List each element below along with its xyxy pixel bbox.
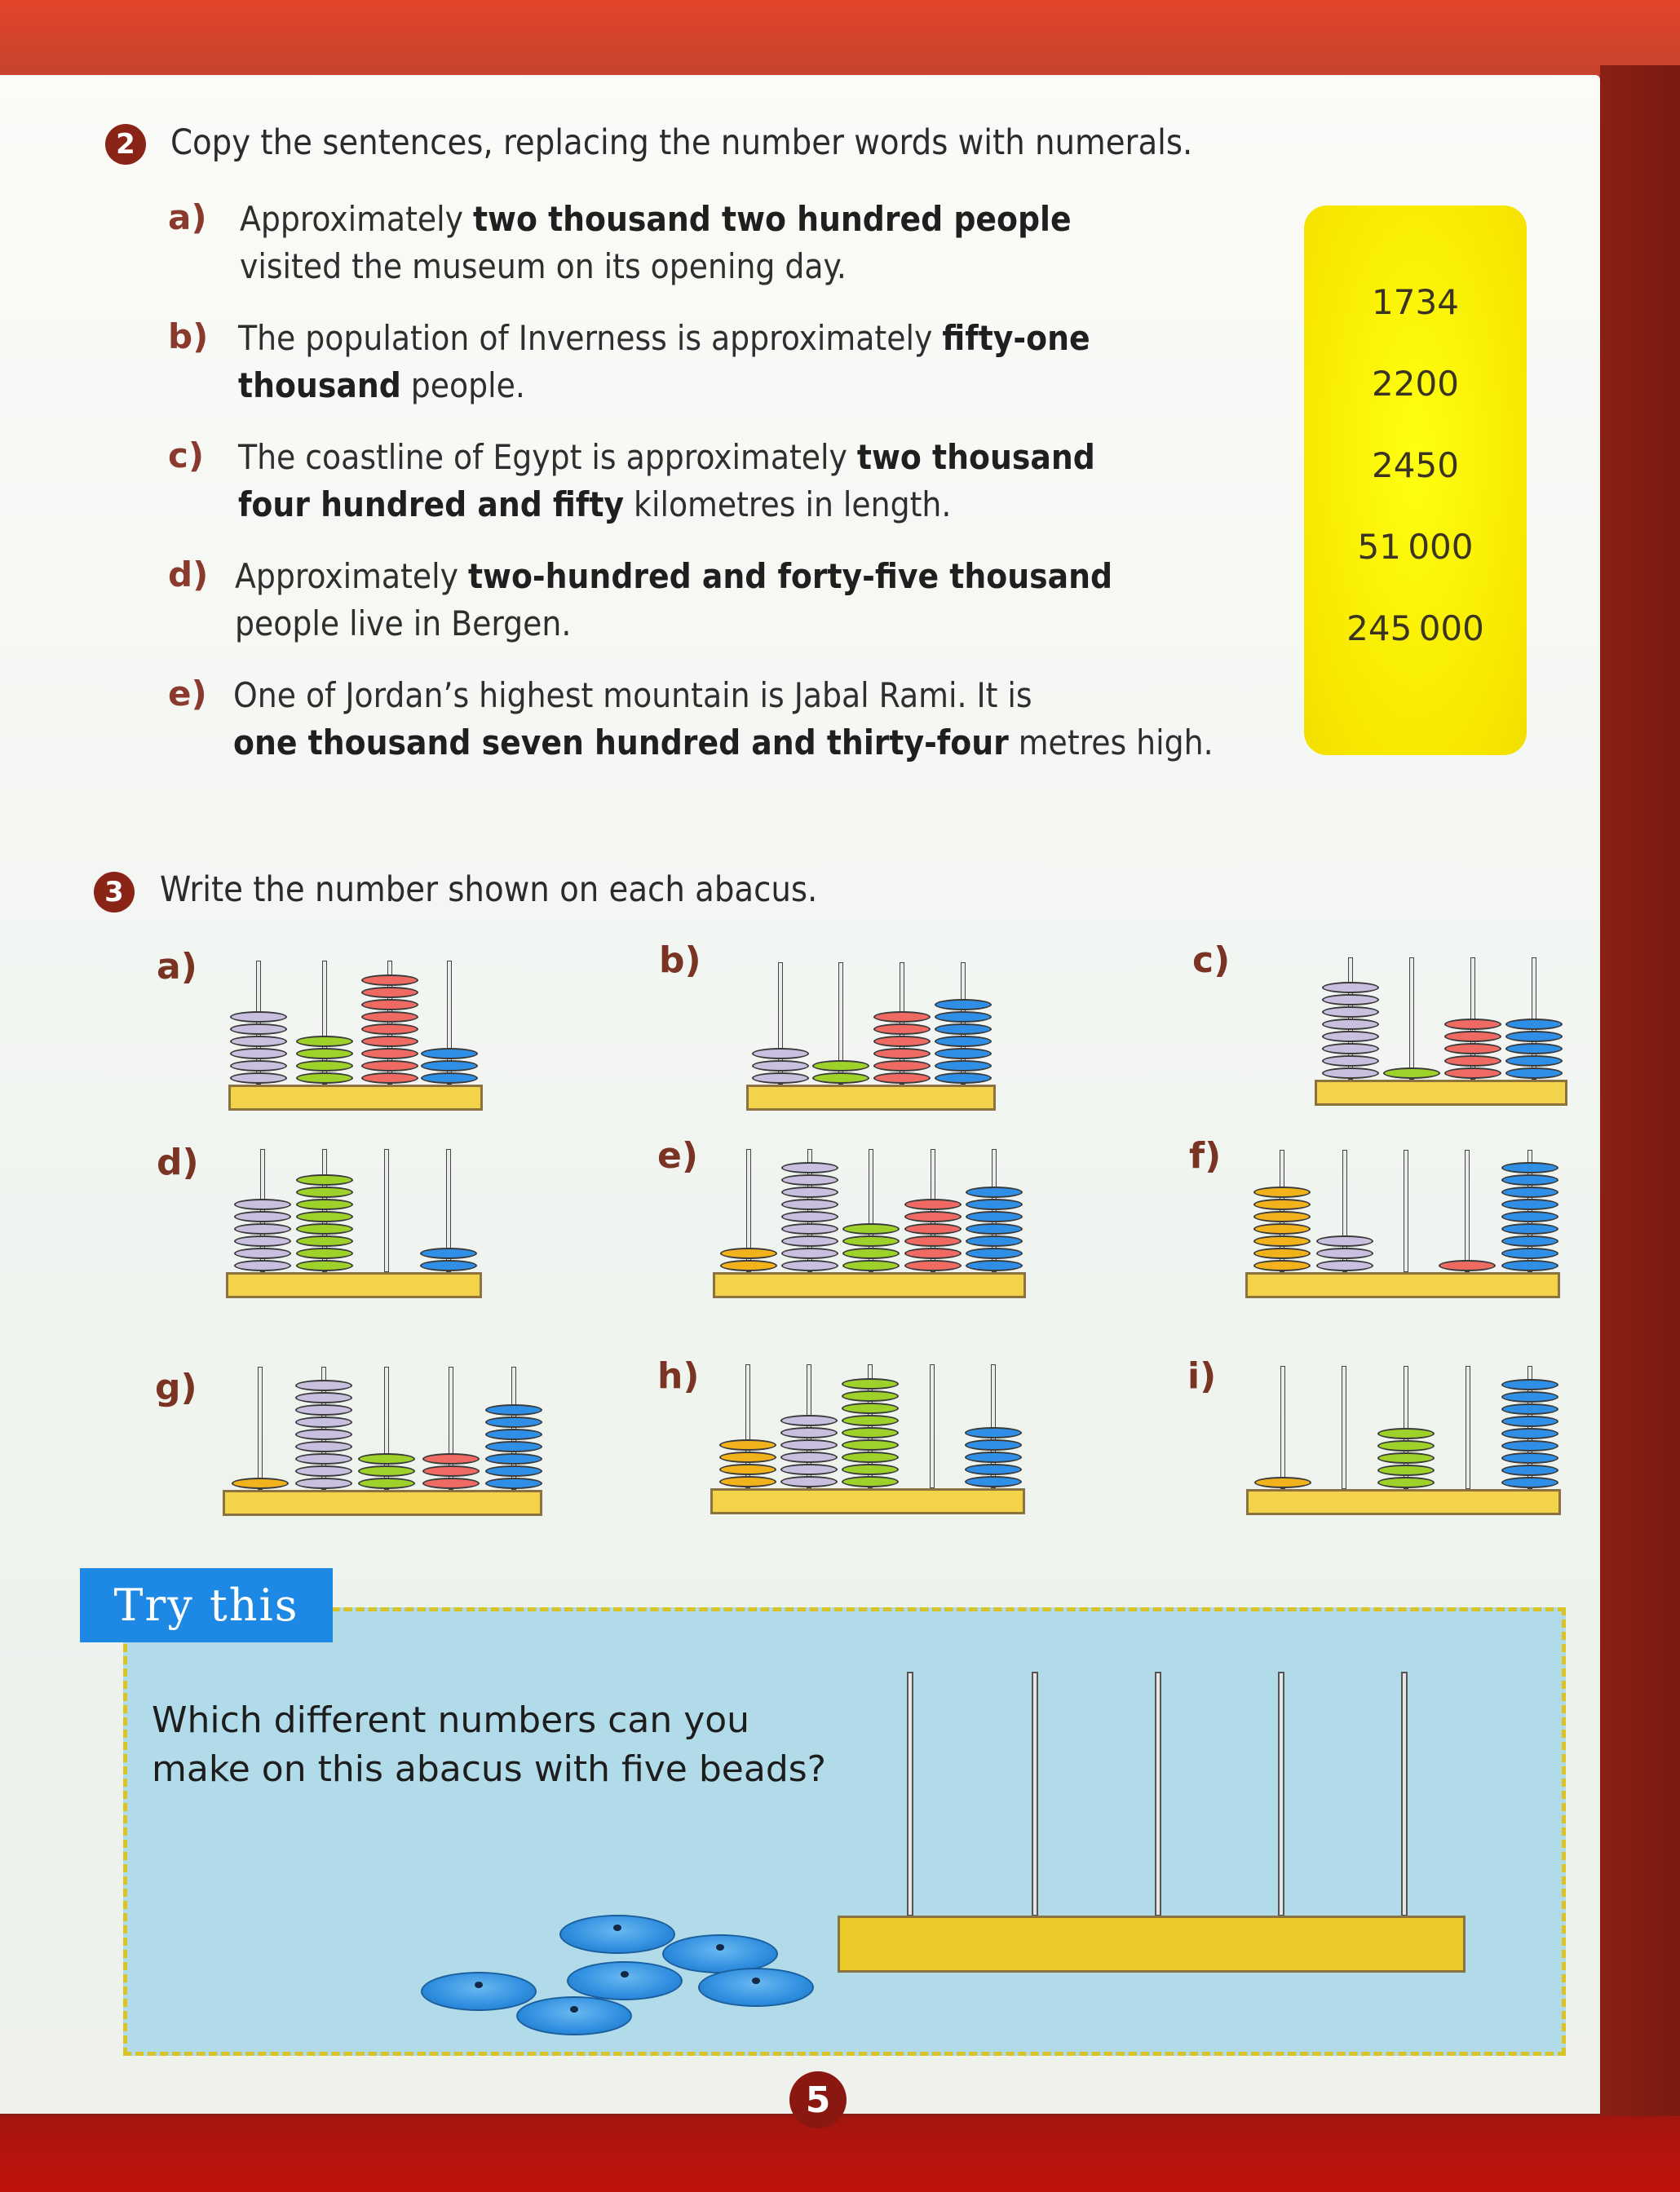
purple-bead [780, 1476, 838, 1487]
purple-bead [295, 1416, 352, 1428]
item-label: e) [168, 674, 207, 714]
abacus-label: a) [157, 946, 197, 988]
blue-bead [1501, 1452, 1558, 1464]
purple-bead [230, 1060, 287, 1072]
abacus-rod [930, 1364, 935, 1488]
blue-bead [485, 1441, 542, 1452]
green-bead [842, 1390, 899, 1402]
purple-bead [234, 1223, 291, 1235]
blue-bead [421, 1060, 478, 1072]
purple-bead [295, 1441, 352, 1452]
try-this-prompt [152, 1696, 826, 1794]
red-bead [361, 1023, 418, 1035]
orange-bead [720, 1260, 777, 1271]
red-bead [1439, 1260, 1496, 1271]
blue-bead [1505, 1031, 1563, 1042]
green-bead [296, 1048, 353, 1059]
abacus-rod [1404, 1150, 1408, 1272]
answer-box [1304, 206, 1527, 755]
red-bead [422, 1478, 480, 1489]
blue-bead [1501, 1379, 1558, 1390]
purple-bead [781, 1260, 838, 1271]
item-label: a) [168, 197, 207, 237]
blue-bead [1501, 1416, 1558, 1427]
page-edge-right [1600, 65, 1680, 2120]
green-bead [812, 1072, 869, 1084]
abacus-rod [907, 1672, 913, 1916]
blue-bead [1505, 1067, 1563, 1079]
purple-bead [234, 1199, 291, 1210]
blue-bead [966, 1187, 1023, 1198]
blue-bead [1501, 1391, 1558, 1403]
purple-bead [295, 1404, 352, 1416]
green-bead [296, 1060, 353, 1072]
abacus-base [710, 1488, 1025, 1514]
red-bead [361, 1060, 418, 1072]
purple-bead [230, 1072, 287, 1084]
green-bead [1377, 1428, 1435, 1439]
green-bead [842, 1235, 900, 1247]
green-bead [842, 1260, 900, 1271]
blue-bead [485, 1453, 542, 1465]
green-bead [296, 1211, 353, 1222]
blue-bead [966, 1260, 1023, 1271]
green-bead [1377, 1477, 1435, 1488]
red-bead [873, 1060, 931, 1072]
blue-bead [485, 1404, 542, 1416]
item-label: b) [168, 316, 209, 356]
blue-bead [1501, 1162, 1558, 1173]
purple-bead [1316, 1260, 1373, 1271]
question-3-heading: Write the number shown on each abacus. [160, 869, 818, 910]
green-bead [296, 1223, 353, 1235]
blue-bead [965, 1439, 1022, 1451]
orange-bead [719, 1464, 776, 1475]
green-bead [1383, 1067, 1440, 1079]
purple-bead [1316, 1235, 1373, 1247]
red-bead [873, 1023, 931, 1035]
purple-bead [752, 1060, 809, 1072]
abacus-rod [1278, 1672, 1284, 1916]
orange-bead [719, 1439, 776, 1451]
red-bead [904, 1223, 962, 1235]
abacus-base [838, 1916, 1466, 1973]
green-bead [1377, 1452, 1435, 1464]
abacus-label: f) [1189, 1135, 1222, 1177]
blue-bead [1501, 1403, 1558, 1415]
blue-bead [485, 1465, 542, 1477]
red-bead [904, 1260, 962, 1271]
red-bead [361, 1048, 418, 1059]
green-bead [812, 1060, 869, 1072]
green-bead [842, 1452, 899, 1463]
blue-bead [966, 1211, 1023, 1222]
blue-bead [935, 1036, 992, 1047]
abacus-rod [258, 1367, 263, 1490]
red-bead [904, 1235, 962, 1247]
purple-bead [780, 1415, 838, 1426]
green-bead [296, 1235, 353, 1247]
blue-bead [965, 1464, 1022, 1475]
purple-bead [295, 1392, 352, 1403]
loose-blue-bead[interactable] [421, 1972, 537, 2011]
prompt-line: make on this abacus with five beads? [152, 1748, 827, 1790]
item-sentence: Approximately two thousand two hundred people visited the museum on its opening day. [240, 199, 1072, 286]
purple-bead [230, 1011, 287, 1023]
red-bead [361, 999, 418, 1010]
orange-bead [719, 1476, 776, 1487]
loose-blue-bead[interactable] [698, 1968, 814, 2007]
red-bead [873, 1036, 931, 1047]
item-sentence: One of Jordan’s highest mountain is Jabal Rami. It is one thousand seven hundred and thirty-four metres high. [233, 675, 1214, 762]
blue-bead [935, 1060, 992, 1072]
blue-bead [485, 1478, 542, 1489]
green-bead [296, 1174, 353, 1186]
red-bead [1444, 1019, 1501, 1030]
abacus-rod [1342, 1366, 1346, 1489]
red-bead [422, 1465, 480, 1477]
answer-value: 245 000 [1346, 608, 1484, 648]
purple-bead [234, 1211, 291, 1222]
red-bead [361, 974, 418, 986]
blue-bead [1501, 1187, 1558, 1198]
orange-bead [1253, 1235, 1311, 1247]
purple-bead [781, 1187, 838, 1198]
blue-bead [485, 1429, 542, 1440]
purple-bead [234, 1248, 291, 1259]
purple-bead [295, 1380, 352, 1391]
purple-bead [295, 1429, 352, 1440]
green-bead [296, 1248, 353, 1259]
blue-bead [965, 1452, 1022, 1463]
blue-bead [1505, 1019, 1563, 1030]
abacus-label: i) [1187, 1355, 1217, 1397]
blue-bead [935, 999, 992, 1010]
orange-bead [1253, 1260, 1311, 1271]
blue-bead [1501, 1199, 1558, 1210]
green-bead [358, 1465, 415, 1477]
orange-bead [719, 1452, 776, 1463]
red-bead [1444, 1031, 1501, 1042]
abacus-rod [1401, 1672, 1408, 1916]
green-bead [842, 1476, 899, 1487]
blue-bead [1501, 1235, 1558, 1247]
green-bead [296, 1187, 353, 1198]
answer-value: 2200 [1372, 364, 1459, 404]
red-bead [1444, 1043, 1501, 1054]
blue-bead [966, 1199, 1023, 1210]
orange-bead [1253, 1199, 1311, 1210]
item-sentence: The coastline of Egypt is approximately two thousand four hundred and fifty kilometres in length. [238, 437, 1095, 524]
abacus-label: d) [157, 1142, 199, 1183]
abacus-rod [384, 1149, 389, 1272]
loose-blue-bead[interactable] [516, 1996, 632, 2035]
blue-bead [935, 1011, 992, 1023]
blue-bead [965, 1476, 1022, 1487]
green-bead [296, 1199, 353, 1210]
blue-bead [1501, 1260, 1558, 1271]
blue-bead [966, 1235, 1023, 1247]
purple-bead [234, 1235, 291, 1247]
red-bead [904, 1211, 962, 1222]
green-bead [296, 1260, 353, 1271]
orange-bead [720, 1248, 777, 1259]
purple-bead [230, 1036, 287, 1047]
blue-bead [1501, 1428, 1558, 1439]
green-bead [842, 1378, 899, 1390]
green-bead [1377, 1440, 1435, 1452]
purple-bead [781, 1211, 838, 1222]
purple-bead [781, 1223, 838, 1235]
orange-bead [1253, 1187, 1311, 1198]
blue-bead [1501, 1174, 1558, 1186]
item-label: d) [168, 555, 209, 594]
question-3-badge [96, 874, 132, 910]
purple-bead [295, 1465, 352, 1477]
item-label: c) [168, 435, 205, 475]
abacus-label: e) [657, 1135, 698, 1177]
prompt-line: Which different numbers can you [152, 1699, 750, 1741]
blue-bead [1501, 1223, 1558, 1235]
abacus-rod [1280, 1366, 1285, 1489]
blue-bead [1501, 1465, 1558, 1476]
blue-bead [1501, 1248, 1558, 1259]
red-bead [361, 1011, 418, 1023]
red-bead [904, 1248, 962, 1259]
abacus-base [1245, 1272, 1560, 1298]
answer-value: 51 000 [1357, 527, 1474, 567]
green-bead [842, 1248, 900, 1259]
abacus-base [223, 1490, 542, 1516]
purple-bead [295, 1453, 352, 1465]
blue-bead [421, 1048, 478, 1059]
purple-bead [1322, 982, 1379, 993]
abacus-rod [1466, 1366, 1470, 1489]
blue-bead [1501, 1477, 1558, 1488]
green-bead [842, 1439, 899, 1451]
green-bead [842, 1403, 899, 1414]
red-bead [1444, 1067, 1501, 1079]
red-bead [904, 1199, 962, 1210]
green-bead [842, 1415, 899, 1426]
question-number: 3 [104, 876, 124, 908]
item-sentence: The population of Inverness is approximately fifty-one thousand people. [238, 318, 1090, 405]
blue-bead [966, 1248, 1023, 1259]
item-sentence: Approximately two-hundred and forty-five thousand people live in Bergen. [235, 556, 1113, 643]
purple-bead [780, 1439, 838, 1451]
red-bead [361, 987, 418, 998]
abacus-rod [1409, 957, 1414, 1080]
purple-bead [1322, 1019, 1379, 1030]
page-edge-bottom [0, 2116, 1680, 2192]
purple-bead [752, 1048, 809, 1059]
red-bead [873, 1048, 931, 1059]
abacus-rod [1465, 1150, 1470, 1272]
purple-bead [1322, 1006, 1379, 1018]
red-bead [1444, 1055, 1501, 1067]
page-number: 5 [789, 2071, 847, 2128]
try-this-panel [123, 1607, 1566, 2056]
blue-bead [421, 1072, 478, 1084]
purple-bead [781, 1162, 838, 1173]
blue-bead [935, 1048, 992, 1059]
blue-bead [485, 1416, 542, 1428]
purple-bead [780, 1464, 838, 1475]
green-bead [1377, 1465, 1435, 1476]
abacus-base [746, 1085, 996, 1111]
answer-value: 2450 [1372, 445, 1459, 485]
red-bead [873, 1011, 931, 1023]
purple-bead [780, 1452, 838, 1463]
blue-bead [420, 1260, 477, 1271]
purple-bead [752, 1072, 809, 1084]
blue-bead [1505, 1043, 1563, 1054]
question-2-badge [108, 126, 144, 162]
abacus-label: g) [155, 1367, 197, 1408]
abacus-base [1315, 1080, 1567, 1106]
blue-bead [420, 1248, 477, 1259]
purple-bead [781, 1199, 838, 1210]
purple-bead [781, 1174, 838, 1186]
purple-bead [781, 1235, 838, 1247]
purple-bead [1316, 1248, 1373, 1259]
blue-bead [1505, 1055, 1563, 1067]
abacus-base [713, 1272, 1026, 1298]
blue-bead [966, 1223, 1023, 1235]
abacus-base [1246, 1489, 1561, 1515]
red-bead [873, 1072, 931, 1084]
purple-bead [1322, 1031, 1379, 1042]
purple-bead [1322, 994, 1379, 1005]
purple-bead [1322, 1055, 1379, 1067]
orange-bead [1253, 1248, 1311, 1259]
purple-bead [780, 1427, 838, 1438]
abacus-rod [1155, 1672, 1161, 1916]
green-bead [296, 1036, 353, 1047]
orange-bead [1253, 1211, 1311, 1222]
question-2-heading: Copy the sentences, replacing the number words with numerals. [170, 122, 1193, 163]
green-bead [842, 1464, 899, 1475]
orange-bead [1254, 1477, 1311, 1488]
purple-bead [234, 1260, 291, 1271]
abacus-base [228, 1085, 483, 1111]
try-this-tab: Try this [80, 1568, 333, 1642]
green-bead [296, 1072, 353, 1084]
question-number: 2 [116, 128, 135, 161]
abacus-label: h) [657, 1355, 700, 1397]
blue-bead [935, 1023, 992, 1035]
blue-bead [1501, 1211, 1558, 1222]
red-bead [422, 1453, 480, 1465]
abacus-label: b) [659, 939, 701, 981]
blue-bead [935, 1072, 992, 1084]
orange-bead [1253, 1223, 1311, 1235]
answer-value: 1734 [1372, 282, 1459, 322]
purple-bead [295, 1478, 352, 1489]
abacus-base [226, 1272, 482, 1298]
loose-blue-bead[interactable] [559, 1915, 675, 1954]
abacus-label: c) [1192, 939, 1231, 981]
loose-blue-bead[interactable] [567, 1961, 683, 2000]
green-bead [842, 1427, 899, 1438]
green-bead [358, 1478, 415, 1489]
purple-bead [1322, 1067, 1379, 1079]
purple-bead [230, 1048, 287, 1059]
blue-bead [1501, 1440, 1558, 1452]
red-bead [361, 1036, 418, 1047]
abacus-rod [1032, 1672, 1038, 1916]
purple-bead [230, 1023, 287, 1035]
purple-bead [1322, 1043, 1379, 1054]
green-bead [842, 1223, 900, 1235]
purple-bead [781, 1248, 838, 1259]
blue-bead [965, 1427, 1022, 1438]
orange-bead [232, 1478, 289, 1489]
red-bead [361, 1072, 418, 1084]
green-bead [358, 1453, 415, 1465]
